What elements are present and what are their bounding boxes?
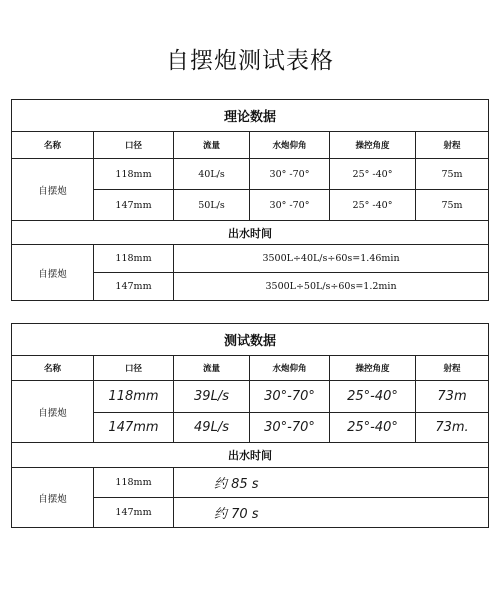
table-row [12, 159, 489, 190]
test-banner: 测试数据 [12, 324, 489, 356]
flow-cell: 50L/s [174, 190, 250, 221]
caliber-cell: 118mm [94, 468, 174, 498]
control-angle-cell: 25°-40° [330, 381, 416, 413]
flow-cell: 39L/s [174, 381, 250, 413]
table-row [12, 468, 489, 498]
flow-cell: 40L/s [174, 159, 250, 190]
water-time-cell: 3500L÷50L/s÷60s=1.2min [174, 273, 489, 301]
caliber-cell: 118mm [94, 381, 174, 413]
range-cell: 75m [416, 190, 489, 221]
row-name-cell: 自摆炮 [12, 468, 94, 528]
header-flow: 流量 [174, 356, 250, 381]
range-cell: 75m [416, 159, 489, 190]
caliber-cell: 147mm [94, 498, 174, 528]
caliber-cell: 147mm [94, 190, 174, 221]
header-control-angle: 操控角度 [330, 132, 416, 159]
header-range: 射程 [416, 132, 489, 159]
control-angle-cell: 25°-40° [330, 413, 416, 443]
elevation-cell: 30°-70° [250, 413, 330, 443]
row-name-cell: 自摆炮 [12, 159, 94, 221]
caliber-cell: 147mm [94, 273, 174, 301]
water-time-title: 出水时间 [12, 443, 489, 468]
elevation-cell: 30° -70° [250, 190, 330, 221]
row-name-cell: 自摆炮 [12, 381, 94, 443]
header-name: 名称 [12, 132, 94, 159]
table-row [12, 245, 489, 273]
header-elevation: 水炮仰角 [250, 356, 330, 381]
range-cell: 73m [416, 381, 489, 413]
caliber-cell: 147mm [94, 413, 174, 443]
test-table [11, 323, 489, 528]
water-time-cell: 约 85 s [174, 468, 489, 498]
range-cell: 73m. [416, 413, 489, 443]
row-name-cell: 自摆炮 [12, 245, 94, 301]
caliber-cell: 118mm [94, 245, 174, 273]
header-caliber: 口径 [94, 356, 174, 381]
header-elevation: 水炮仰角 [250, 132, 330, 159]
header-flow: 流量 [174, 132, 250, 159]
theory-table [11, 99, 489, 301]
header-name: 名称 [12, 356, 94, 381]
water-time-cell: 3500L÷40L/s÷60s=1.46min [174, 245, 489, 273]
page-title: 自摆炮测试表格 [166, 48, 334, 74]
header-control-angle: 操控角度 [330, 356, 416, 381]
control-angle-cell: 25° -40° [330, 159, 416, 190]
theory-banner: 理论数据 [12, 100, 489, 132]
header-range: 射程 [416, 356, 489, 381]
elevation-cell: 30° -70° [250, 159, 330, 190]
water-time-title: 出水时间 [12, 221, 489, 245]
header-caliber: 口径 [94, 132, 174, 159]
flow-cell: 49L/s [174, 413, 250, 443]
control-angle-cell: 25° -40° [330, 190, 416, 221]
caliber-cell: 118mm [94, 159, 174, 190]
elevation-cell: 30°-70° [250, 381, 330, 413]
water-time-cell: 约 70 s [174, 498, 489, 528]
table-row [12, 381, 489, 413]
